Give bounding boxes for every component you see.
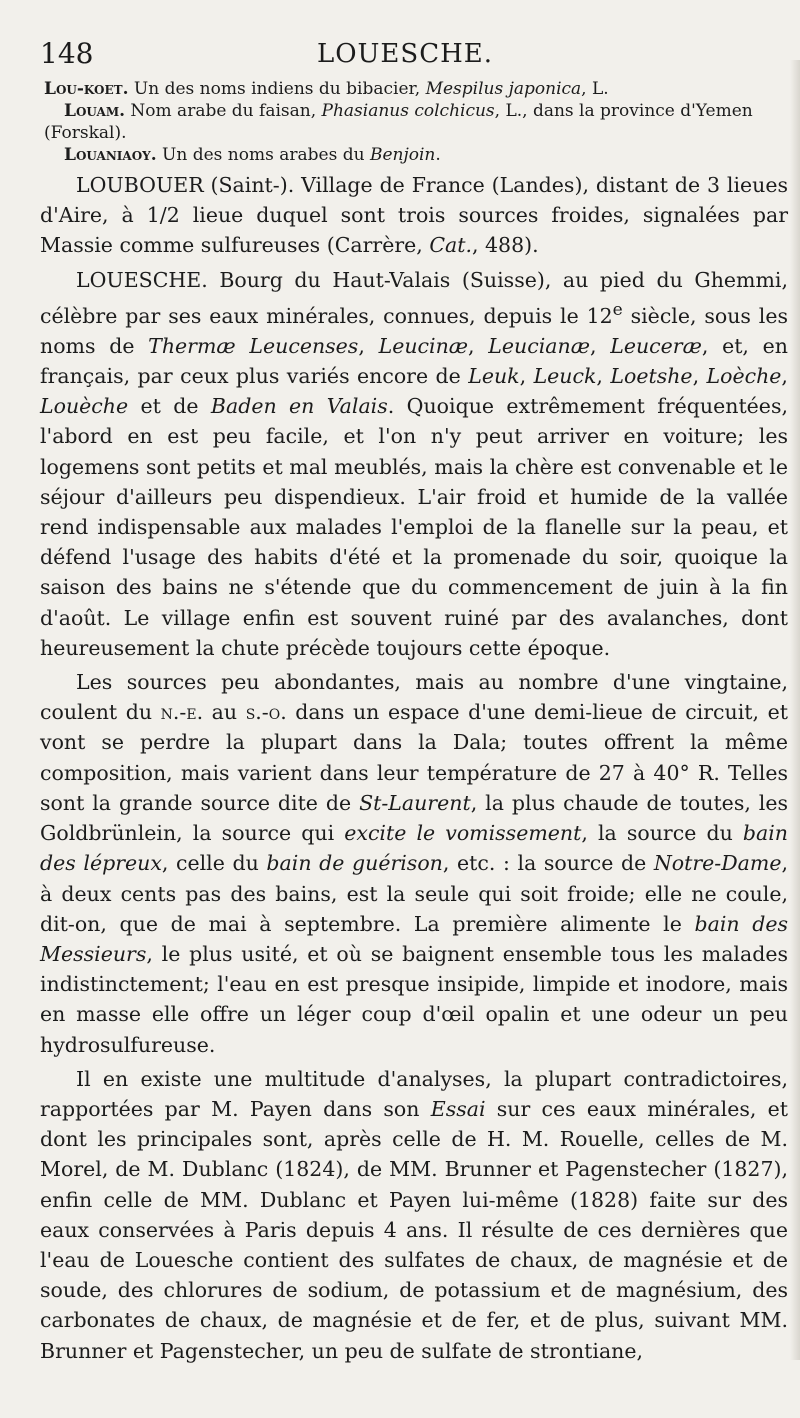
entry-louaniaoy: Louaniaoy. Un des noms arabes du Benjoin. xyxy=(64,145,441,165)
entry-loubouer: LOUBOUER (Saint-). Village de France (Landes), distant de 3 lieues d'Aire, à 1/2 lieue duquel sont trois sources froides, signalées par Massie comme sulfureuses (Carrère, Cat., 488). xyxy=(40,173,788,258)
entry-headword: Louam. xyxy=(64,101,126,121)
facing-page-bleed xyxy=(790,60,800,1360)
entry-headword: LOUBOUER xyxy=(76,173,204,197)
short-entries xyxy=(44,78,786,166)
entry-headword: Lou-koet. xyxy=(44,79,129,99)
entry-headword: Louaniaoy. xyxy=(64,145,157,165)
paragraph-sources: Les sources peu abondantes, mais au nombre d'une vingtaine, coulent du n.-e. au s.-o. dans un espace d'une demi-lieue de circuit, et vont se perdre la plupart dans la Dala; toutes offrent la même composition, mais varient dans leur température de 27 à 40° R. Telles sont la grande source dite de St-Laurent, la plus chaude de toutes, les Goldbrünlein, la source qui excite le vomissement, la source du bain des lépreux, celle du bain de guérison, etc. : la source de Notre-Dame, à deux cents pas des bains, est la seule qui soit froide; elle ne coule, dit-on, que de mai à septembre. La première alimente le bain des Messieurs, le plus usité, et où se baignent ensemble tous les malades indistinctement; l'eau en est presque insipide, limpide et inodore, mais en masse elle offre un léger coup d'œil opalin et une odeur un peu hydrosulfureuse. xyxy=(40,670,788,1057)
paragraph-analyses: Il en existe une multitude d'analyses, la plupart contradictoires, rapportées par M. Payen dans son Essai sur ces eaux minérales, et dont les principales sont, après celle de H. M. Rouelle, celles de M. Morel, de M. Dublanc (1824), de MM. Brunner et Pagenstecher (1827), enfin celle de MM. Dublanc et Payen lui-même (1828) faite sur des eaux conservées à Paris depuis 4 ans. Il résulte de ces dernières que l'eau de Louesche contient des sulfates de chaux, de magnésie et de soude, des chlorures de sodium, de potassium et de magnésium, des carbonates de chaux, de magnésie et de fer, et de plus, suivant MM. Brunner et Pagenstecher, un peu de sulfate de strontiane, xyxy=(40,1066,788,1363)
page-number: 148 xyxy=(40,37,94,70)
entry-lou-koet: Lou-koet. Un des noms indiens du bibacier, Mespilus japonica, L. xyxy=(44,79,609,99)
page-header xyxy=(40,32,770,76)
entry-louesche: LOUESCHE. Bourg du Haut-Valais (Suisse), au pied du Ghemmi, célèbre par ses eaux minérales, connues, depuis le 12e siècle, sous les noms de Thermæ Leucenses, Leucinæ, Leucianæ, Leuceræ, et, en français, par ceux plus variés encore de Leuk, Leuck, Loetshe, Loèche, Louèche et de Baden en Valais. Quoique extrêmement fréquentées, l'abord en est peu facile, et l'on n'y peut arriver en voiture; les logemens sont petits et mal meublés, mais la chère est convenable et le séjour d'ailleurs peu dispendieux. L'air froid et humide de la vallée rend indispensable aux malades l'emploi de la flanelle sur la peau, et défend l'usage des habits d'été et la promenade du soir, quoique la saison des bains ne s'étende que du commencement de juin à la fin d'août. Le village enfin est souvent ruiné par des avalanches, dont heureusement la chute précède toujours cette époque. xyxy=(40,267,788,660)
entry-louam: Louam. Nom arabe du faisan, Phasianus colchicus, L., dans la province d'Yemen (Forskal). xyxy=(44,101,753,143)
entry-headword: LOUESCHE. xyxy=(76,267,208,292)
main-text xyxy=(40,170,788,1366)
running-head: LOUESCHE. xyxy=(316,39,494,69)
